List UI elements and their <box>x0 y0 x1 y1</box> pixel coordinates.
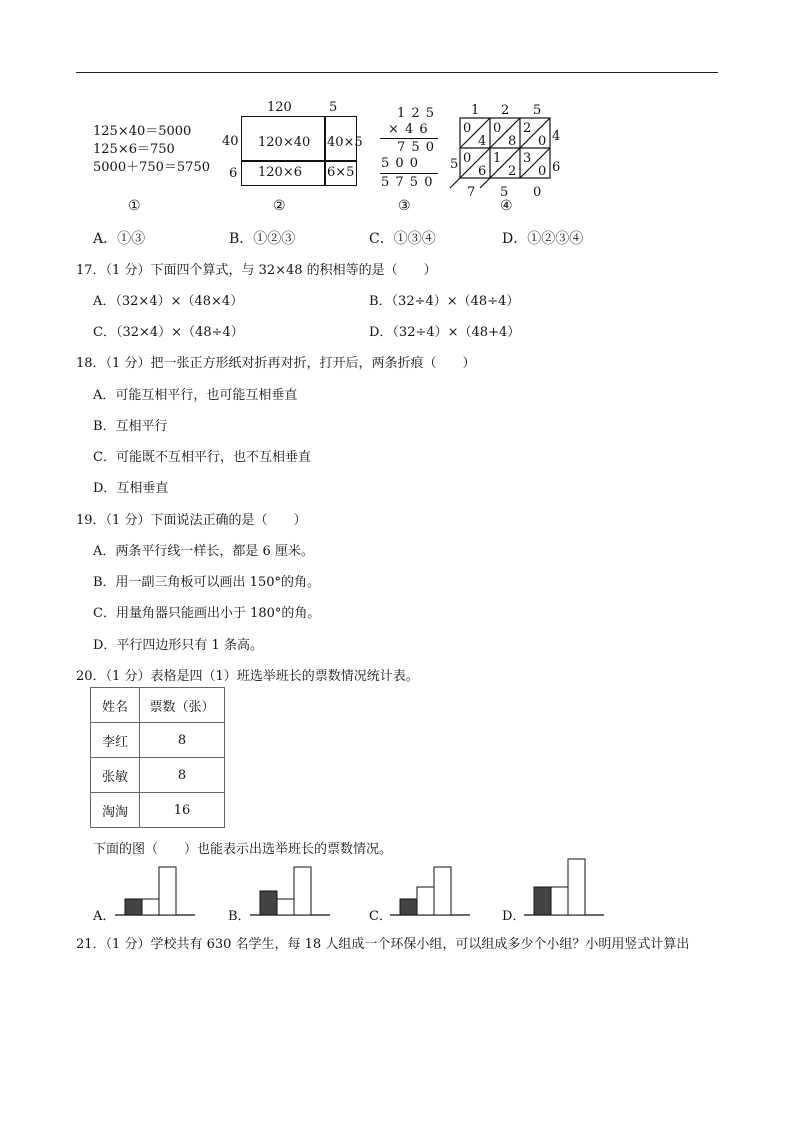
lattice-cell: 1 <box>493 151 502 166</box>
m3-rule <box>380 138 438 139</box>
method1-line: 5000＋750＝5750 <box>93 160 210 175</box>
lattice-cell: 0 <box>538 134 547 149</box>
lattice-cell: 0 <box>463 121 472 136</box>
lattice-cell: 3 <box>523 151 532 166</box>
lattice-top: 1 <box>471 103 480 118</box>
q18-option-a[interactable]: A．可能互相平行，也可能互相垂直 <box>93 388 298 403</box>
lattice-right: 6 <box>552 160 561 175</box>
q16-option-d[interactable]: D．①②③④ <box>502 231 584 247</box>
lattice-cell: 0 <box>493 121 502 136</box>
bar-chart-d <box>524 856 606 920</box>
m2-left-a: 40 <box>222 134 239 149</box>
table-cell: 淘淘 <box>91 793 140 828</box>
figure-label: ② <box>273 198 286 214</box>
method1-line: 125×40＝5000 <box>93 124 192 139</box>
m2-text-bb: 6×5 <box>327 165 355 180</box>
figure-label: ③ <box>398 198 411 214</box>
lattice-right: 4 <box>552 129 561 144</box>
m3-row: 1 2 5 <box>397 106 436 121</box>
q19-option-b[interactable]: B．用一副三角板可以画出 150°的角。 <box>93 575 320 590</box>
bar-zhangmin <box>417 887 434 915</box>
q21-stem: 21．（1 分）学校共有 630 名学生，每 18 人组成一个环保小组，可以组成多少个小组？小明用竖式计算出 <box>76 937 690 952</box>
q16-option-c[interactable]: C．①③④ <box>369 231 436 247</box>
bar-chart-a <box>115 856 197 920</box>
figure-label: ④ <box>500 198 513 214</box>
table-row <box>91 723 225 758</box>
q17-option-a[interactable]: A．（32×4）×（48×4） <box>93 294 244 309</box>
m2-text-aa: 120×40 <box>258 135 311 150</box>
bar-chart-c <box>390 856 472 920</box>
q18-option-c[interactable]: C．可能既不互相平行，也不互相垂直 <box>93 450 311 465</box>
table-header: 票数（张） <box>140 688 225 723</box>
lattice-cell: 4 <box>478 134 487 149</box>
table-cell: 8 <box>140 758 225 793</box>
bar-taotao <box>294 867 311 915</box>
bar-lihong <box>260 891 277 915</box>
lattice-cell: 0 <box>538 164 547 179</box>
lattice-cell: 2 <box>523 121 532 136</box>
bar-zhangmin <box>277 899 294 915</box>
m2-left-b: 6 <box>229 166 238 181</box>
q18-option-d[interactable]: D．互相垂直 <box>93 481 169 496</box>
m3-row: 7 5 0 <box>397 140 436 155</box>
m3-row: 5 0 0 <box>381 156 420 171</box>
bar-lihong <box>400 899 417 915</box>
q19-option-c[interactable]: C．用量角器只能画出小于 180°的角。 <box>93 606 321 621</box>
q19-option-a[interactable]: A．两条平行线一样长，都是 6 厘米。 <box>93 544 314 559</box>
q20-option-a[interactable]: A． <box>93 909 116 924</box>
lattice-cell: 0 <box>463 151 472 166</box>
bar-zhangmin <box>142 899 159 915</box>
method1-line: 125×6＝750 <box>93 142 175 157</box>
q17-option-c[interactable]: C．（32×4）×（48÷4） <box>93 325 244 340</box>
lattice-cell: 8 <box>508 134 517 149</box>
m2-text-ab: 40×5 <box>327 135 363 150</box>
bar-taotao <box>568 859 585 915</box>
q20-follow-text: 下面的图（ ）也能表示出选举班长的票数情况。 <box>93 842 393 857</box>
q18-option-b[interactable]: B．互相平行 <box>93 419 168 434</box>
q20-stem: 20．（1 分）表格是四（1）班选举班长的票数情况统计表。 <box>76 669 419 684</box>
table-header: 姓名 <box>91 688 140 723</box>
lattice-cell: 6 <box>478 164 487 179</box>
q19-stem: 19．（1 分）下面说法正确的是（ ） <box>76 513 307 528</box>
lattice-bottom: 7 <box>467 185 476 200</box>
table-cell: 李红 <box>91 723 140 758</box>
table-row <box>91 758 225 793</box>
lattice-bottom: 5 <box>500 185 509 200</box>
q19-option-d[interactable]: D．平行四边形只有 1 条高。 <box>93 638 263 653</box>
q16-option-a[interactable]: A．①③ <box>93 231 146 247</box>
lattice-top: 2 <box>501 103 510 118</box>
lattice-cell: 2 <box>508 164 517 179</box>
table-cell: 16 <box>140 793 225 828</box>
bar-lihong <box>534 887 551 915</box>
m3-rule <box>380 173 438 174</box>
q17-option-b[interactable]: B．（32÷4）×（48÷4） <box>369 294 520 309</box>
lattice-bottom: 0 <box>533 185 542 200</box>
m3-row: 5 7 5 0 <box>381 175 434 190</box>
q17-option-d[interactable]: D．（32÷4）×（48+4） <box>369 325 521 340</box>
q20-option-d[interactable]: D． <box>502 909 526 924</box>
table-cell: 张敏 <box>91 758 140 793</box>
table-header-row <box>91 688 225 723</box>
figure-label: ① <box>128 198 141 214</box>
m2-top-b: 5 <box>329 100 338 115</box>
lattice-top: 5 <box>533 103 542 118</box>
bar-lihong <box>125 899 142 915</box>
q17-stem: 17．（1 分）下面四个算式，与 32×48 的积相等的是（ ） <box>76 263 437 278</box>
header-rule <box>76 72 718 73</box>
lattice-grid <box>445 100 565 200</box>
lattice-left: 5 <box>450 157 459 172</box>
table-row <box>91 793 225 828</box>
m3-row: × 4 6 <box>388 122 429 137</box>
q16-option-b[interactable]: B．①②③ <box>229 231 296 247</box>
bar-chart-b <box>250 856 332 920</box>
vote-table <box>90 687 225 828</box>
table-cell: 8 <box>140 723 225 758</box>
q18-stem: 18．（1 分）把一张正方形纸对折再对折，打开后，两条折痕（ ） <box>76 356 476 371</box>
bar-zhangmin <box>551 887 568 915</box>
q20-option-c[interactable]: C． <box>369 909 392 924</box>
bar-taotao <box>159 867 176 915</box>
m2-text-ba: 120×6 <box>258 165 302 180</box>
q20-option-b[interactable]: B． <box>228 909 251 924</box>
bar-taotao <box>434 867 451 915</box>
m2-top-a: 120 <box>267 100 292 115</box>
